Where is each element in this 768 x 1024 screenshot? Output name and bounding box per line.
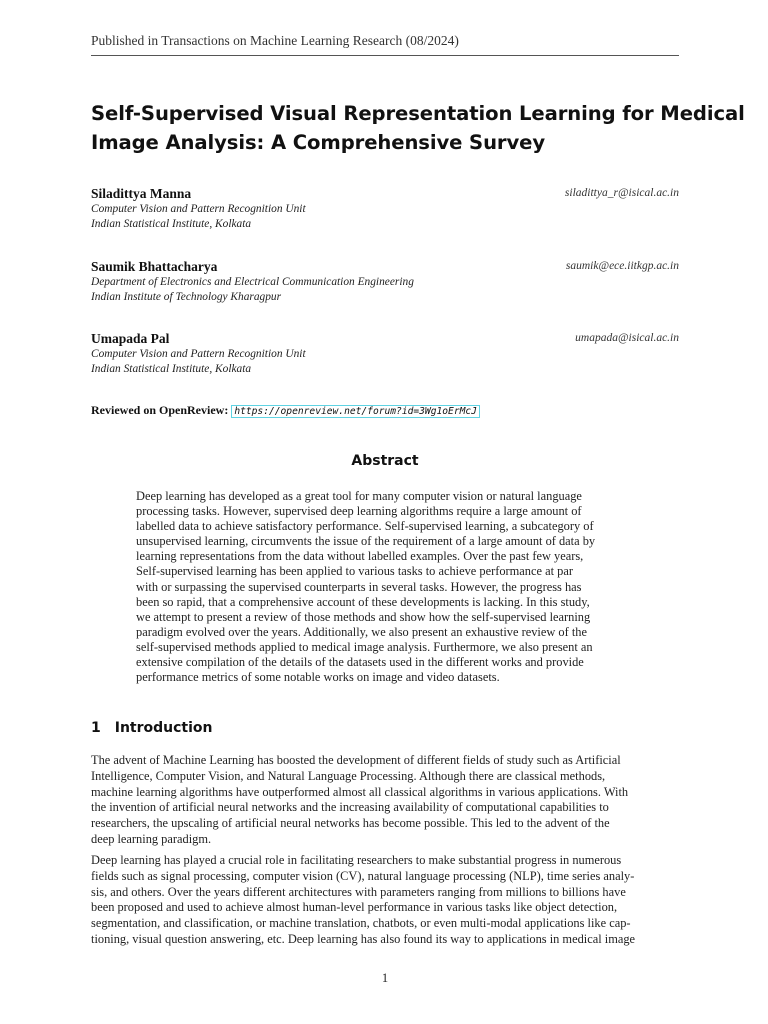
paper-title — [91, 99, 745, 157]
abstract-line: paradigm evolved over the years. Additionally, we also present an exhaustive review of the — [136, 624, 587, 639]
abstract-line: Self-supervised learning has been applied to various tasks to achieve performance at par — [136, 564, 573, 579]
abstract-line: learning representations from the data without labelled examples. Over the past few years, — [136, 549, 584, 564]
paragraph-line: researchers, the upscaling of artificial neural networks has become possible. This led to the advent of the — [91, 816, 610, 831]
abstract-body — [136, 489, 634, 685]
paragraph-line: fields such as signal processing, computer vision (CV), natural language processing (NLP), time series analy- — [91, 868, 635, 883]
author-name: Siladittya Manna — [91, 186, 192, 201]
author-block-1 — [91, 186, 679, 231]
paragraph-line: been proposed and used to achieve almost human-level performance in various tasks like object detection, — [91, 900, 618, 915]
review-label: Reviewed on OpenReview: — [91, 403, 229, 417]
abstract-line: Deep learning has developed as a great tool for many computer vision or natural language — [136, 489, 582, 503]
paragraph-line: the invention of artificial neural networks and the increasing availability of computational capabilities to — [91, 800, 609, 815]
intro-paragraph-2 — [91, 853, 679, 948]
paragraph-line: The advent of Machine Learning has boosted the development of different fields of study such as Artificial — [91, 753, 621, 767]
author-affiliation: Indian Statistical Institute, Kolkata — [91, 217, 252, 230]
abstract-line: with or surpassing the supervised counterparts in several tasks. However, the progress has — [136, 579, 582, 594]
author-email[interactable]: umapada@isical.ac.in — [575, 332, 679, 344]
running-head: Published in Transactions on Machine Learning Research (08/2024) — [91, 33, 459, 48]
header-rule — [91, 55, 679, 56]
openreview-link[interactable]: https://openreview.net/forum?id=3Wg1oErMcJ — [231, 405, 480, 418]
paragraph-line: deep learning paradigm. — [91, 831, 212, 846]
paragraph-line: tioning, visual question answering, etc. Deep learning has also found its way to applications in medical image — [91, 931, 636, 946]
abstract-line: performance metrics of some notable works on image and video datasets. — [136, 670, 500, 685]
section-title: Introduction — [114, 720, 213, 736]
paragraph-line: machine learning algorithms have outperformed almost all classical algorithms in various applications. With — [91, 784, 629, 799]
paper-title-line-2: Image Analysis: A Comprehensive Survey — [91, 131, 546, 154]
abstract-line: been so rapid, that a comprehensive account of these developments is lacking. In this study, — [136, 594, 590, 609]
author-block-2 — [91, 259, 679, 304]
abstract-heading: Abstract — [351, 453, 419, 469]
abstract-line: self-supervised methods applied to medical image analysis. Furthermore, we also present an — [136, 639, 593, 654]
abstract-line: processing tasks. However, supervised deep learning algorithms require a large amount of — [136, 504, 582, 519]
paragraph-line: Intelligence, Computer Vision, and Natural Language Processing. Although there are classical methods, — [91, 768, 606, 783]
abstract-line: unsupervised learning, circumvents the issue of the requirement of a large amount of data by — [136, 534, 596, 549]
section-heading-introduction — [91, 720, 213, 736]
author-email[interactable]: siladittya_r@isical.ac.in — [564, 187, 679, 199]
review-line — [91, 403, 480, 418]
author-affiliation: Computer Vision and Pattern Recognition Unit — [91, 348, 306, 360]
author-affiliation: Indian Institute of Technology Kharagpur — [91, 290, 282, 303]
paragraph-line: Deep learning has played a crucial role in facilitating researchers to make substantial progress in numerous — [91, 853, 622, 867]
author-affiliation: Indian Statistical Institute, Kolkata — [91, 362, 252, 375]
paper-title-line-1: Self-Supervised Visual Representation Learning for Medical — [91, 102, 745, 125]
author-affiliation: Department of Electronics and Electrical Communication Engineering — [91, 276, 414, 288]
author-affiliation: Computer Vision and Pattern Recognition Unit — [91, 203, 306, 215]
author-name: Saumik Bhattacharya — [91, 259, 218, 274]
page-number: 1 — [381, 971, 389, 985]
section-number: 1 — [91, 720, 101, 736]
author-email[interactable]: saumik@ece.iitkgp.ac.in — [565, 260, 679, 272]
abstract-line: extensive compilation of the details of the datasets used in the different works and provide — [136, 655, 584, 670]
abstract-line: labelled data to achieve satisfactory performance. Self-supervised learning, a subcategory of — [136, 519, 594, 534]
paragraph-line: segmentation, and classification, or machine translation, chatbots, or even multi-modal applications like cap- — [91, 916, 631, 931]
author-block-3 — [91, 331, 679, 376]
paragraph-line: sis, and others. Over the years different architectures with parameters ranging from millions to billions have — [91, 884, 626, 899]
author-name: Umapada Pal — [91, 331, 170, 346]
abstract-line: we attempt to present a review of those methods and show how the self-supervised learning — [136, 609, 591, 624]
intro-paragraph-1 — [91, 753, 679, 848]
